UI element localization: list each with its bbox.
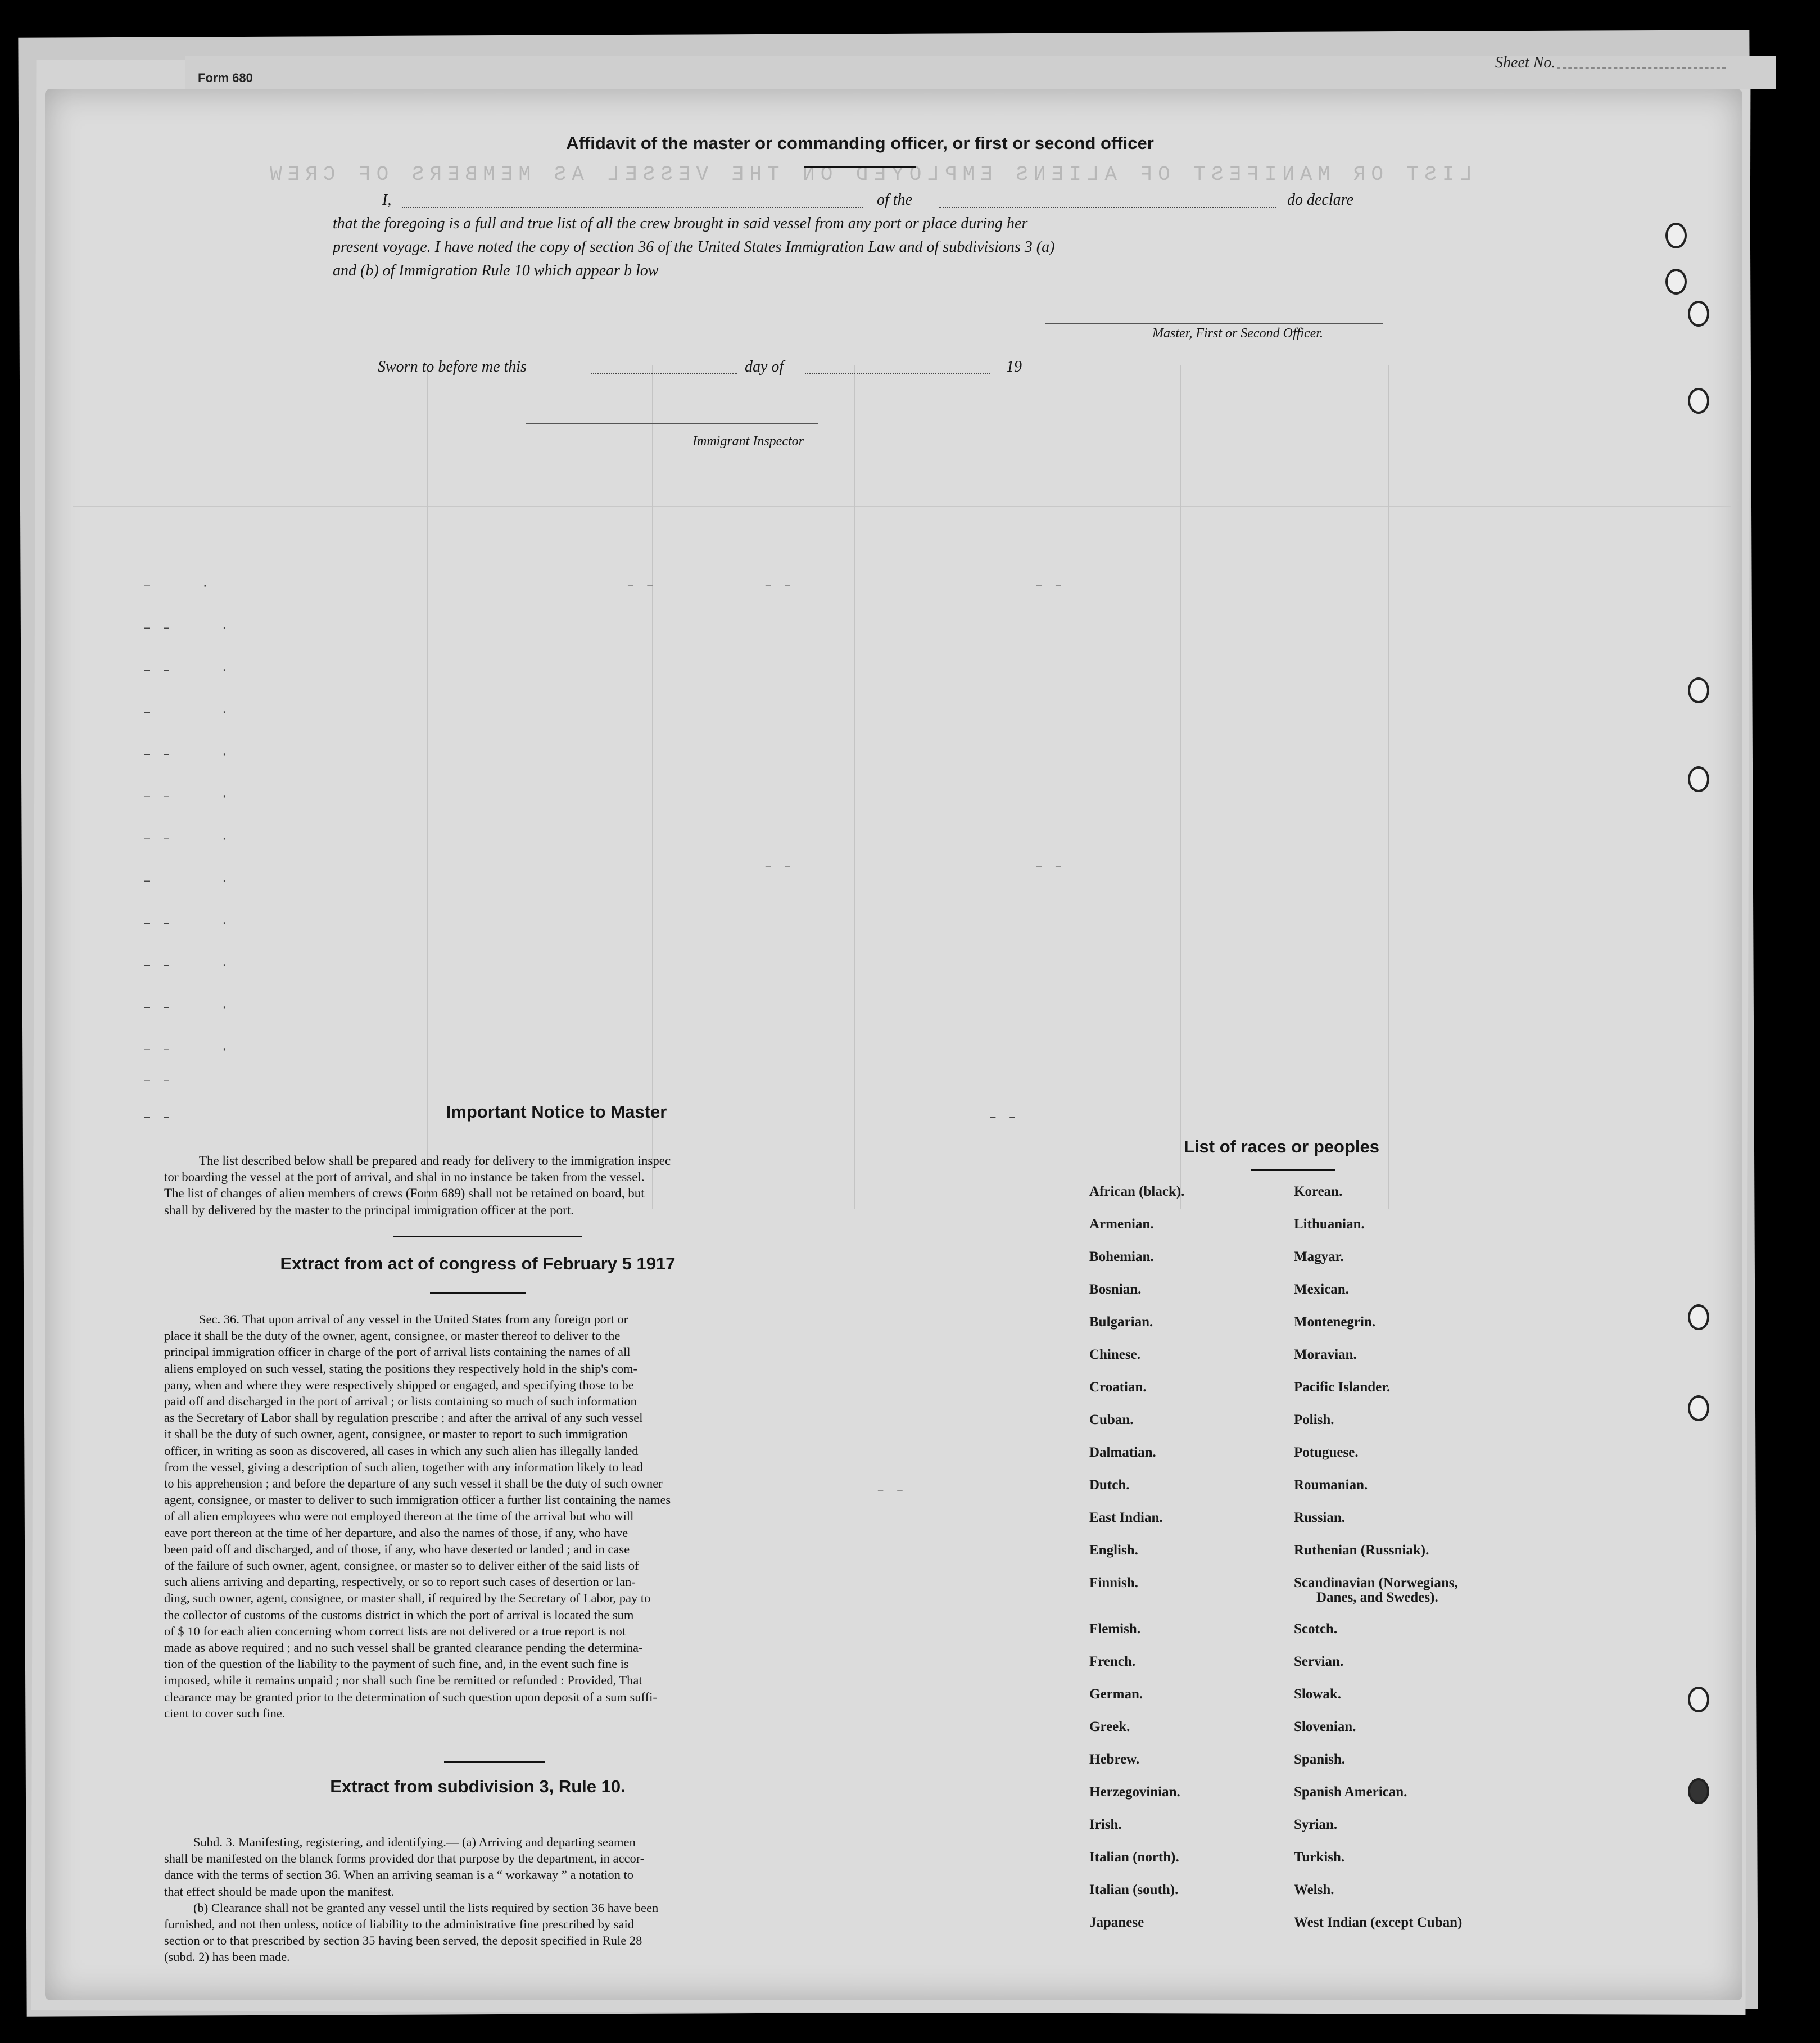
race-item: East Indian. — [1089, 1510, 1163, 1525]
race-item: Finnish. — [1089, 1575, 1138, 1590]
ghost-column-rule — [1180, 365, 1181, 1209]
act-line: imposed, while it remains unpaid ; nor shall such fine be remitted or refunded : Provided, That — [164, 1673, 642, 1688]
race-item: Montenegrin. — [1294, 1314, 1376, 1330]
race-item: Russian. — [1294, 1510, 1346, 1525]
affidavit-line-2: that the foregoing is a full and true list of all the crew brought in said vessel from any port or place during her — [333, 215, 1028, 232]
margin-dash: – – · — [143, 959, 230, 973]
margin-dash: – – — [989, 1110, 1018, 1124]
act-line: made as above required ; and no such vessel shall be granted clearance pending the determina- — [164, 1640, 643, 1655]
margin-dash: – – · — [143, 621, 230, 635]
sworn-month-field[interactable] — [805, 373, 990, 374]
ghost-column-rule — [854, 365, 855, 1209]
margin-dash: – – · — [143, 1043, 230, 1057]
notice-line: tor boarding the vessel at the port of arrival, and shal in no instance be taken from the vessel. — [164, 1170, 645, 1185]
race-item: Polish. — [1294, 1412, 1334, 1427]
ghost-rule — [73, 506, 1731, 507]
act-line: cient to cover such fine. — [164, 1706, 286, 1720]
act-line: aliens employed on such vessel, stating the positions they respectively hold in the ship's com- — [164, 1361, 638, 1376]
race-item: Potuguese. — [1294, 1445, 1359, 1460]
act-line: agent, consignee, or master to deliver to such immigration officer a further list containing the names — [164, 1493, 671, 1507]
officer-signature-field[interactable] — [1045, 323, 1383, 324]
race-item: Bosnian. — [1089, 1282, 1142, 1297]
margin-dash: – – – – — [764, 579, 1065, 593]
notice-text — [164, 1152, 793, 1218]
ghost-column-rule — [1388, 365, 1389, 1209]
race-item: Armenian. — [1089, 1217, 1154, 1232]
race-item: Scandinavian (Norwegians, — [1294, 1575, 1458, 1590]
ghost-column-rule — [427, 365, 428, 1209]
race-item: Slovenian. — [1294, 1719, 1356, 1734]
act-line: eave port thereon at the time of her departure, and also the names of those, if any, who have — [164, 1525, 628, 1540]
margin-dash: – – · — [143, 748, 230, 762]
act-line: to his apprehension ; and before the departure of any such vessel it shall be the duty of such owner — [164, 1476, 663, 1491]
form-number: Form 680 — [198, 71, 253, 85]
race-item: English. — [1089, 1543, 1138, 1558]
race-item: Hebrew. — [1089, 1752, 1140, 1767]
race-item: Bulgarian. — [1089, 1314, 1153, 1330]
binder-hole-icon — [1688, 766, 1709, 792]
act-line: principal immigration officer in charge of the port of arrival lists containing the names of all — [164, 1345, 631, 1359]
inspector-signature-field[interactable] — [526, 423, 818, 424]
affidavit-title: Affidavit of the master or commanding officer, or first or second officer — [566, 133, 1154, 153]
race-item: Roumanian. — [1294, 1477, 1368, 1493]
margin-dash: – · — [143, 706, 230, 720]
extract-rule-title: Extract from subdivision 3, Rule 10. — [330, 1777, 626, 1796]
race-item: Welsh. — [1294, 1882, 1334, 1897]
binder-hole-icon — [1688, 1687, 1709, 1712]
divider — [430, 1292, 526, 1294]
race-item: Irish. — [1089, 1817, 1122, 1832]
race-item: Dutch. — [1089, 1477, 1130, 1493]
race-item: Moravian. — [1294, 1347, 1357, 1362]
rule-line: furnished, and not then unless, notice of liability to the administrative fine prescribed by said — [164, 1917, 635, 1932]
margin-dash: – – — [143, 1110, 173, 1124]
act-line: such aliens arriving and departing, respectively, or so to report such cases of desertion or lan- — [164, 1575, 636, 1589]
binder-hole-icon — [1688, 1778, 1709, 1804]
name-field[interactable] — [402, 207, 863, 208]
race-item: Syrian. — [1294, 1817, 1338, 1832]
notice-line: The list described below shall be prepared and ready for delivery to the immigration inspec — [199, 1154, 671, 1168]
race-item: African (black). — [1089, 1184, 1185, 1199]
binder-hole-icon — [1665, 269, 1687, 295]
race-item: Herzegovinian. — [1089, 1784, 1180, 1800]
divider — [393, 1236, 582, 1237]
notice-title: Important Notice to Master — [446, 1102, 667, 1122]
act-line: of $ 10 for each alien concerning whom correct lists are not delivered or a true report is not — [164, 1624, 626, 1638]
sheet-number-label: Sheet No. — [1495, 54, 1556, 71]
margin-dash: – – – – — [764, 860, 1065, 874]
rule-line: Subd. 3. Manifesting, registering, and identifying.— (a) Arriving and departing seamen — [193, 1835, 636, 1849]
margin-dash: – – · — [143, 916, 230, 930]
act-line: from the vessel, giving a description of such alien, together with any information likely to lead — [164, 1459, 643, 1474]
binder-hole-icon — [1688, 301, 1709, 327]
sheet-number-field — [1557, 67, 1726, 69]
act-line: been paid off and discharged, and of those, if any, who have deserted or landed ; and in case — [164, 1542, 630, 1556]
binder-hole-icon — [1665, 223, 1687, 248]
margin-dash: – – · — [143, 1001, 230, 1015]
binder-hole-icon — [1688, 388, 1709, 414]
act-line: ding, such owner, agent, consignee, or master shall, if required by the Secretary of Labor, pay to — [164, 1591, 651, 1606]
act-line: of all alien employees who were not employed thereon at the time of the arrival but who will — [164, 1509, 634, 1524]
act-line: Sec. 36. That upon arrival of any vessel in the United States from any foreign port or — [199, 1312, 628, 1326]
race-item: Scotch. — [1294, 1621, 1338, 1637]
race-item: German. — [1089, 1687, 1143, 1702]
race-item: Cuban. — [1089, 1412, 1134, 1427]
notice-line: The list of changes of alien members of crews (Form 689) shall not be retained on board, but — [164, 1186, 645, 1201]
act-line: it shall be the duty of such owner, agent, consignee, or master to report to such immigration — [164, 1427, 628, 1441]
race-item: Danes, and Swedes). — [1316, 1590, 1438, 1605]
race-item: Spanish American. — [1294, 1784, 1407, 1800]
race-item: Korean. — [1294, 1184, 1343, 1199]
act-line: pany, when and where they were respectively shipped or engaged, and specifying those to be — [164, 1377, 634, 1392]
rule-line: (subd. 2) has been made. — [164, 1950, 290, 1964]
vessel-field[interactable] — [939, 207, 1276, 208]
race-item: Bohemian. — [1089, 1249, 1154, 1264]
sworn-label: Sworn to before me this — [378, 358, 527, 376]
ghost-column-rule — [652, 365, 653, 1209]
extract-act-text — [164, 1311, 793, 1721]
race-item: Spanish. — [1294, 1752, 1346, 1767]
sworn-day-field[interactable] — [591, 373, 737, 374]
rule-line: that effect should be made upon the manifest. — [164, 1884, 395, 1899]
race-item: Greek. — [1089, 1719, 1130, 1734]
margin-dash: – · – – — [143, 579, 656, 593]
race-item: Pacific Islander. — [1294, 1380, 1391, 1395]
ghost-header-text: LIST OR MANIFEST OF ALIENS EMPLOYED ON THE VESSEL AS MEMBERS OF CREW — [264, 163, 1473, 186]
affidavit-line-4: and (b) of Immigration Rule 10 which appear b low — [333, 262, 659, 279]
race-item: Mexican. — [1294, 1282, 1349, 1297]
races-title: List of races or peoples — [1184, 1137, 1379, 1156]
race-item: Turkish. — [1294, 1850, 1345, 1865]
act-line: clearance may be granted prior to the determination of such question upon deposit of a sum suffi- — [164, 1689, 657, 1704]
race-item: Japanese — [1089, 1915, 1144, 1930]
day-of-label: day of — [745, 358, 784, 376]
extract-rule-text — [164, 1834, 793, 1965]
rule-line: shall be manifested on the blanck forms provided dor that purpose by the department, in accor- — [164, 1851, 645, 1866]
race-item: West Indian (except Cuban) — [1294, 1915, 1463, 1930]
act-line: as the Secretary of Labor shall by regulation prescribe ; and after the arrival of any such vessel — [164, 1411, 643, 1425]
race-item: Servian. — [1294, 1654, 1344, 1669]
act-line: officer, in writing as soon as discovered, all cases in which any such alien has illegally landed — [164, 1443, 639, 1458]
rule-line: (b) Clearance shall not be granted any vessel until the lists required by section 36 have been — [193, 1900, 659, 1915]
margin-dash: – – · — [143, 832, 230, 846]
act-line: of the failure of such owner, agent, consignee, or master so to deliver either of the said lists of — [164, 1558, 639, 1573]
margin-dash: – – — [143, 1074, 173, 1088]
title-underline — [804, 166, 916, 168]
race-item: French. — [1089, 1654, 1136, 1669]
race-item: Chinese. — [1089, 1347, 1140, 1362]
officer-signature-caption: Master, First or Second Officer. — [1152, 326, 1323, 341]
inspector-caption: Immigrant Inspector — [692, 434, 804, 449]
binder-hole-icon — [1688, 1304, 1709, 1330]
rule-line: section or to that prescribed by section 35 having been served, the deposit specified in Rule 28 — [164, 1933, 642, 1948]
affidavit-declare: do declare — [1287, 191, 1353, 209]
races-title-underline — [1251, 1169, 1335, 1171]
race-item: Magyar. — [1294, 1249, 1344, 1264]
race-item: Flemish. — [1089, 1621, 1140, 1637]
race-item: Italian (south). — [1089, 1882, 1179, 1897]
race-item: Croatian. — [1089, 1380, 1147, 1395]
notice-line: shall by delivered by the master to the principal immigration officer at the port. — [164, 1203, 574, 1217]
race-item: Lithuanian. — [1294, 1217, 1365, 1232]
binder-hole-icon — [1688, 1395, 1709, 1421]
margin-dash: – – — [877, 1484, 906, 1498]
divider — [444, 1761, 545, 1763]
act-line: paid off and discharged in the port of arrival ; or lists containing so much of such information — [164, 1394, 637, 1409]
margin-dash: – – · — [143, 790, 230, 804]
act-line: tion of the question of the liability to the payment of such fine, and, in the event such fine is — [164, 1657, 629, 1671]
race-item: Ruthenian (Russniak). — [1294, 1543, 1429, 1558]
extract-act-title: Extract from act of congress of February 5 1917 — [280, 1254, 676, 1273]
margin-dash: – – · — [143, 663, 230, 677]
race-item: Dalmatian. — [1089, 1445, 1156, 1460]
affidavit-line-3: present voyage. I have noted the copy of section 36 of the United States Immigration Law and of subdivisions 3 (a) — [333, 238, 1055, 256]
margin-dash: – · — [143, 874, 230, 888]
affidavit-of-the: of the — [877, 191, 912, 209]
year-label: 19 — [1006, 358, 1022, 376]
binder-hole-icon — [1688, 677, 1709, 703]
act-line: place it shall be the duty of the owner, agent, consignee, or master thereof to deliver to the — [164, 1328, 621, 1343]
race-item: Italian (north). — [1089, 1850, 1179, 1865]
race-item: Slowak. — [1294, 1687, 1342, 1702]
rule-line: dance with the terms of section 36. When an arriving seaman is a “ workaway ” a notation to — [164, 1868, 633, 1882]
act-line: the collector of customs of the customs district in which the port of arrival is located the sum — [164, 1607, 634, 1622]
affidavit-i: I, — [382, 191, 392, 209]
